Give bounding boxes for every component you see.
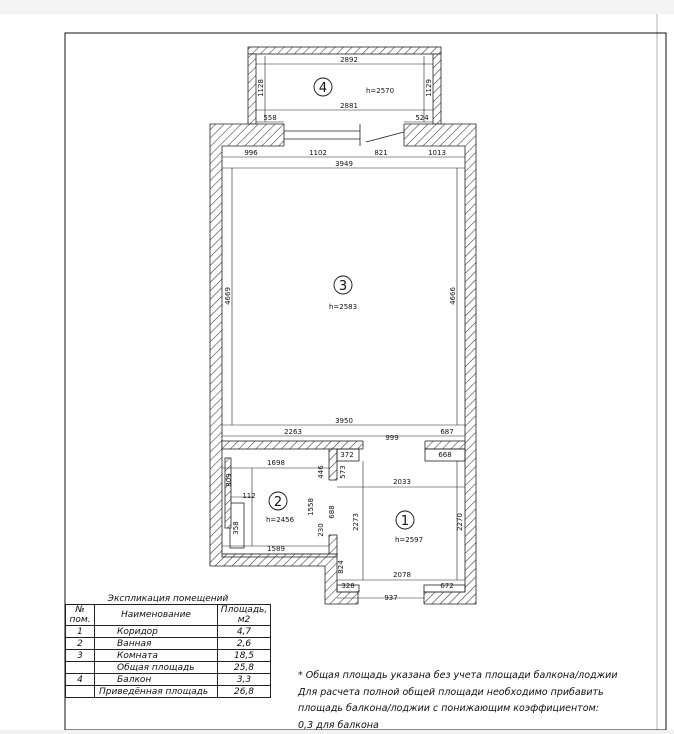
dim-balcony-top: 2892 [340,56,358,64]
legend-cell-area: 2,6 [218,638,271,650]
legend-cell-name: Ванная [95,638,218,650]
dim-bath-left-1: 809 [225,473,233,486]
table-row [66,662,271,674]
dim-balcony-right: 1129 [425,79,433,97]
dim-top-wall-3: 821 [374,149,387,157]
legend-cell-name: Коридор [95,626,218,638]
dim-room3-right: 4666 [449,287,457,305]
legend-cell-name: Комната [95,650,218,662]
legend-cell-area: 3,3 [218,674,271,686]
room-number-2: 2 [274,495,282,510]
legend-caption: Экспликация помещений [66,593,271,605]
table-row [66,650,271,662]
dim-balcony-bottom: 2881 [340,102,358,110]
dim-corr-1: 372 [340,451,353,459]
legend-cell-name: Балкон [95,674,218,686]
legend-cell-area: 26,8 [218,686,271,698]
dim-top-wall-4: 1013 [428,149,446,157]
dim-corr-10: 2078 [393,571,411,579]
legend-header-row [66,605,271,626]
dim-bath-bottom: 1589 [267,545,285,553]
dim-mid-4: 668 [438,451,451,459]
room-height-1: h=2597 [395,536,423,544]
note-line: 0,3 для балкона [298,718,658,734]
dim-bath-inner-2: 1558 [307,498,315,516]
table-row [66,638,271,650]
dim-mid-3: 687 [440,428,453,436]
dim-top-wall-2: 1102 [309,149,327,157]
table-row [66,626,271,638]
legend-header-number: № пом. [66,605,95,626]
table-row [66,686,271,698]
legend-cell-area: 4,7 [218,626,271,638]
table-row [66,674,271,686]
room-number-1: 1 [401,514,409,529]
dim-corr-12: 328 [341,582,354,590]
dim-balcony-step-right: 524 [415,114,429,122]
legend-cell-number: 4 [66,674,95,686]
dim-mid-2: 999 [385,434,398,442]
legend-cell-number: 2 [66,638,95,650]
dim-bath-inner-1: 112 [242,492,255,500]
outer-wall [210,124,476,604]
dim-corr-3: 446 [317,465,325,479]
dim-corr-6: 230 [317,523,325,536]
dim-corr-9: 824 [337,560,345,574]
dim-bath-left-2: 358 [232,521,240,534]
room-number-3: 3 [339,279,347,294]
room-schedule-table [65,593,271,698]
legend-cell-name: Общая площадь [95,662,218,674]
legend-caption-row [66,593,271,605]
dim-top-wall-1: 996 [244,149,258,157]
dim-corr-11: 672 [440,582,453,590]
legend-cell-area: 18,5 [218,650,271,662]
dim-room3-bottom: 3950 [335,417,353,425]
legend-cell-area: 25,8 [218,662,271,674]
area-note [298,668,658,734]
dim-mid-1: 2263 [284,428,302,436]
room-height-3: h=2583 [329,303,357,311]
dim-balcony-left: 1128 [257,79,265,97]
legend-cell-number: 3 [66,650,95,662]
note-line: площадь балкона/лоджии с понижающим коэффициентом: [298,701,658,718]
dim-corr-13: 937 [384,594,397,602]
note-line: Для расчета полной общей площади необходимо прибавить [298,685,658,702]
dim-corr-8: 2270 [456,513,464,531]
room-height-4: h=2570 [366,87,394,95]
dim-balcony-step-left: 558 [263,114,276,122]
dim-room3-left: 4669 [224,287,232,305]
legend-header-name: Наименование [95,605,218,626]
legend-cell-name: Приведённая площадь [95,686,218,698]
dim-bath-top: 1698 [267,459,285,467]
dim-corr-2: 573 [339,465,347,478]
room-number-4: 4 [319,81,327,96]
dim-corr-4: 2033 [393,478,411,486]
legend-cell-number: 1 [66,626,95,638]
room-height-2: h=2456 [266,516,295,524]
legend-header-area: Площадь, м2 [218,605,271,626]
legend-cell-number [66,662,95,674]
note-line: * Общая площадь указана без учета площади балкона/лоджии [298,668,658,685]
dim-corr-5: 688 [328,505,336,518]
dim-corr-7: 2273 [352,513,360,531]
legend-cell-number [66,686,95,698]
balcony-door-opening [284,123,404,147]
dim-room3-top: 3949 [335,160,353,168]
